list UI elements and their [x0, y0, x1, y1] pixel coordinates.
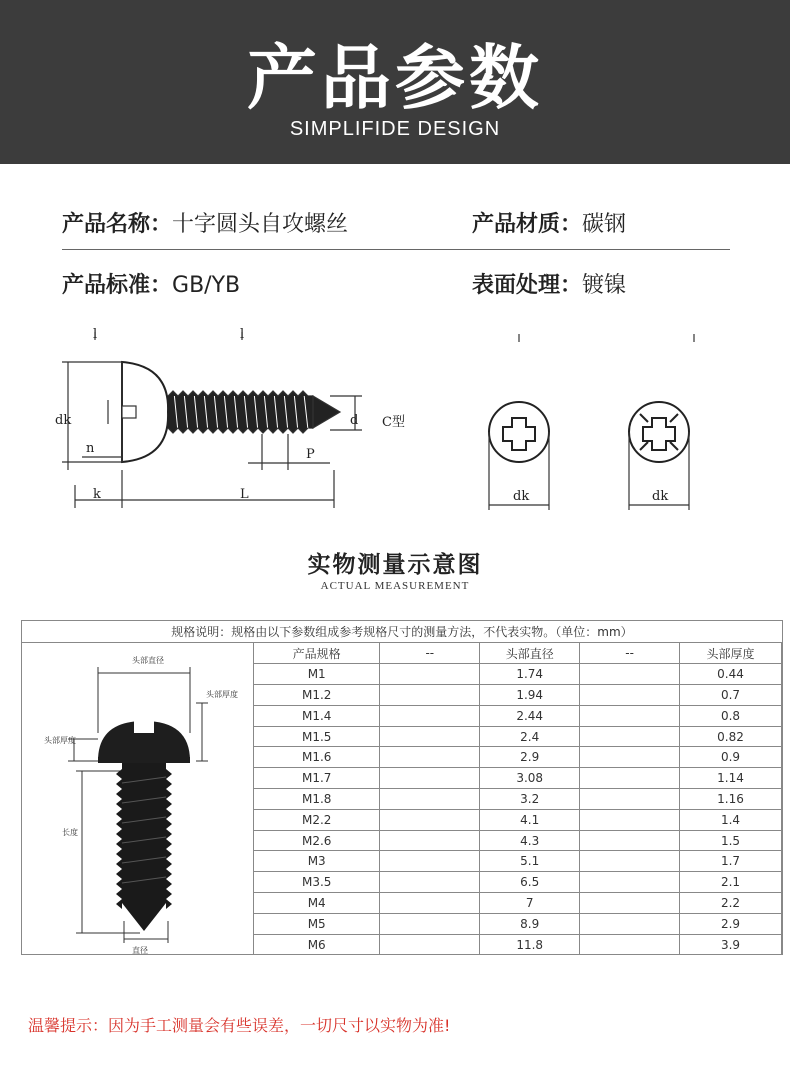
- diagram-p-label: P: [306, 447, 315, 462]
- table-cell: 5.1: [480, 851, 580, 872]
- table-row: [254, 768, 782, 789]
- table-cell: M5: [254, 913, 380, 934]
- table-cell: M1.6: [254, 747, 380, 768]
- table-cell: [380, 747, 480, 768]
- diagram-top-label-1: l: [93, 327, 98, 342]
- table-cell: [580, 934, 680, 955]
- diagram-n-label: n: [86, 441, 95, 456]
- measurement-title: 实物测量示意图: [307, 552, 483, 578]
- illus-head-diameter-label: 头部直径: [132, 656, 164, 665]
- table-cell: 0.9: [680, 747, 782, 768]
- illus-length-label: 长度: [62, 828, 78, 837]
- property-standard-label: 产品标准：: [62, 273, 173, 298]
- table-cell: M1.5: [254, 726, 380, 747]
- page-subtitle: SIMPLIFIDE DESIGN: [289, 118, 501, 140]
- measurement-subtitle: ACTUAL MEASUREMENT: [320, 580, 470, 592]
- table-cell: [580, 705, 680, 726]
- header-blank-2: --: [580, 643, 680, 664]
- property-name-label: 产品名称：: [62, 212, 173, 237]
- table-cell: [580, 872, 680, 893]
- table-cell: [580, 747, 680, 768]
- table-row: [254, 830, 782, 851]
- property-surface-value: 镀镍: [582, 273, 627, 298]
- header-banner: [0, 0, 790, 164]
- property-surface: [472, 268, 626, 299]
- property-surface-label: 表面处理：: [472, 273, 583, 298]
- table-cell: 0.7: [680, 685, 782, 706]
- table-cell: 8.9: [480, 913, 580, 934]
- illus-head-thickness-label: 头部厚度: [206, 690, 238, 699]
- header-blank-1: --: [380, 643, 480, 664]
- table-cell: [580, 685, 680, 706]
- table-cell: M6: [254, 934, 380, 955]
- diagram-L-label: L: [240, 487, 249, 502]
- page-title: 产品参数: [247, 37, 543, 119]
- table-cell: [580, 851, 680, 872]
- table-cell: M3.5: [254, 872, 380, 893]
- spec-table: [254, 643, 782, 955]
- table-cell: 0.8: [680, 705, 782, 726]
- header-head-thickness: 头部厚度: [680, 643, 782, 664]
- table-cell: [380, 934, 480, 955]
- table-row: [254, 934, 782, 955]
- table-cell: 3.2: [480, 789, 580, 810]
- diagram-dk-label: dk: [55, 413, 72, 428]
- table-cell: 0.82: [680, 726, 782, 747]
- property-name: [62, 207, 348, 238]
- table-cell: 6.5: [480, 872, 580, 893]
- table-cell: 1.94: [480, 685, 580, 706]
- table-cell: [580, 809, 680, 830]
- table-cell: [380, 913, 480, 934]
- screw-measurement-drawing: [22, 643, 253, 955]
- warm-tip: 温馨提示：因为手工测量会有些误差，一切尺寸以实物为准!: [28, 1016, 451, 1035]
- table-cell: [380, 685, 480, 706]
- property-material-value: 碳钢: [582, 212, 627, 237]
- table-cell: M1.4: [254, 705, 380, 726]
- property-name-value: 十字圆头自攻螺丝: [172, 212, 349, 237]
- diagram-top-label-2: l: [240, 327, 245, 342]
- table-row: [254, 913, 782, 934]
- table-cell: [580, 913, 680, 934]
- table-cell: 1.7: [680, 851, 782, 872]
- table-cell: 2.9: [680, 913, 782, 934]
- table-cell: 1.16: [680, 789, 782, 810]
- table-cell: 2.2: [680, 893, 782, 914]
- table-cell: [380, 726, 480, 747]
- table-cell: 11.8: [480, 934, 580, 955]
- table-cell: M4: [254, 893, 380, 914]
- table-row: [254, 809, 782, 830]
- table-row: [254, 685, 782, 706]
- table-row: [254, 893, 782, 914]
- table-cell: 1.4: [680, 809, 782, 830]
- table-cell: 1.5: [680, 830, 782, 851]
- table-cell: M1.8: [254, 789, 380, 810]
- illus-head-thickness-left-label: 头部厚度: [44, 736, 76, 745]
- table-cell: [380, 705, 480, 726]
- table-row: [254, 789, 782, 810]
- header-head-diameter: 头部直径: [480, 643, 580, 664]
- property-standard: [62, 268, 240, 299]
- diagram-d-label: d: [350, 413, 359, 428]
- table-cell: M1.2: [254, 685, 380, 706]
- table-cell: 3.9: [680, 934, 782, 955]
- table-cell: 2.1: [680, 872, 782, 893]
- spec-table-note: 规格说明：规格由以下参数组成参考规格尺寸的测量方法，不代表实物。（单位：mm）: [22, 621, 782, 643]
- table-row: [254, 747, 782, 768]
- table-cell: [580, 768, 680, 789]
- screw-technical-drawing: [0, 320, 790, 520]
- table-cell: [380, 664, 480, 685]
- table-cell: [380, 872, 480, 893]
- table-cell: 1.74: [480, 664, 580, 685]
- table-row: [254, 705, 782, 726]
- property-standard-value: GB/YB: [172, 273, 241, 298]
- table-cell: 2.44: [480, 705, 580, 726]
- table-cell: 2.9: [480, 747, 580, 768]
- spec-table-panel: [21, 620, 783, 955]
- header-spec: 产品规格: [254, 643, 380, 664]
- diagram-dk-left-label: dk: [513, 489, 530, 504]
- table-cell: [380, 789, 480, 810]
- table-cell: 4.1: [480, 809, 580, 830]
- diagram-c-type-label: C型: [382, 415, 405, 430]
- table-cell: M3: [254, 851, 380, 872]
- spec-table-header: [254, 643, 782, 664]
- measurement-illustration: [22, 643, 254, 955]
- table-cell: [380, 809, 480, 830]
- table-cell: 7: [480, 893, 580, 914]
- diagram-dk-right-label: dk: [652, 489, 669, 504]
- table-cell: 0.44: [680, 664, 782, 685]
- table-cell: M1: [254, 664, 380, 685]
- table-row: [254, 872, 782, 893]
- table-row: [254, 851, 782, 872]
- table-cell: 3.08: [480, 768, 580, 789]
- table-row: [254, 664, 782, 685]
- table-row: [254, 726, 782, 747]
- table-cell: 4.3: [480, 830, 580, 851]
- diagram-k-label: k: [93, 487, 101, 502]
- table-cell: M1.7: [254, 768, 380, 789]
- table-cell: [580, 726, 680, 747]
- table-cell: [380, 851, 480, 872]
- property-material: [472, 207, 626, 238]
- table-cell: [580, 789, 680, 810]
- table-cell: [380, 768, 480, 789]
- property-divider: [62, 249, 730, 250]
- table-cell: [580, 664, 680, 685]
- table-cell: 2.4: [480, 726, 580, 747]
- table-cell: M2.6: [254, 830, 380, 851]
- table-cell: [380, 830, 480, 851]
- table-cell: [580, 830, 680, 851]
- table-cell: 1.14: [680, 768, 782, 789]
- table-cell: M2.2: [254, 809, 380, 830]
- table-cell: [580, 893, 680, 914]
- property-material-label: 产品材质：: [472, 212, 583, 237]
- table-cell: [380, 893, 480, 914]
- illus-diameter-label: 直径: [132, 946, 148, 955]
